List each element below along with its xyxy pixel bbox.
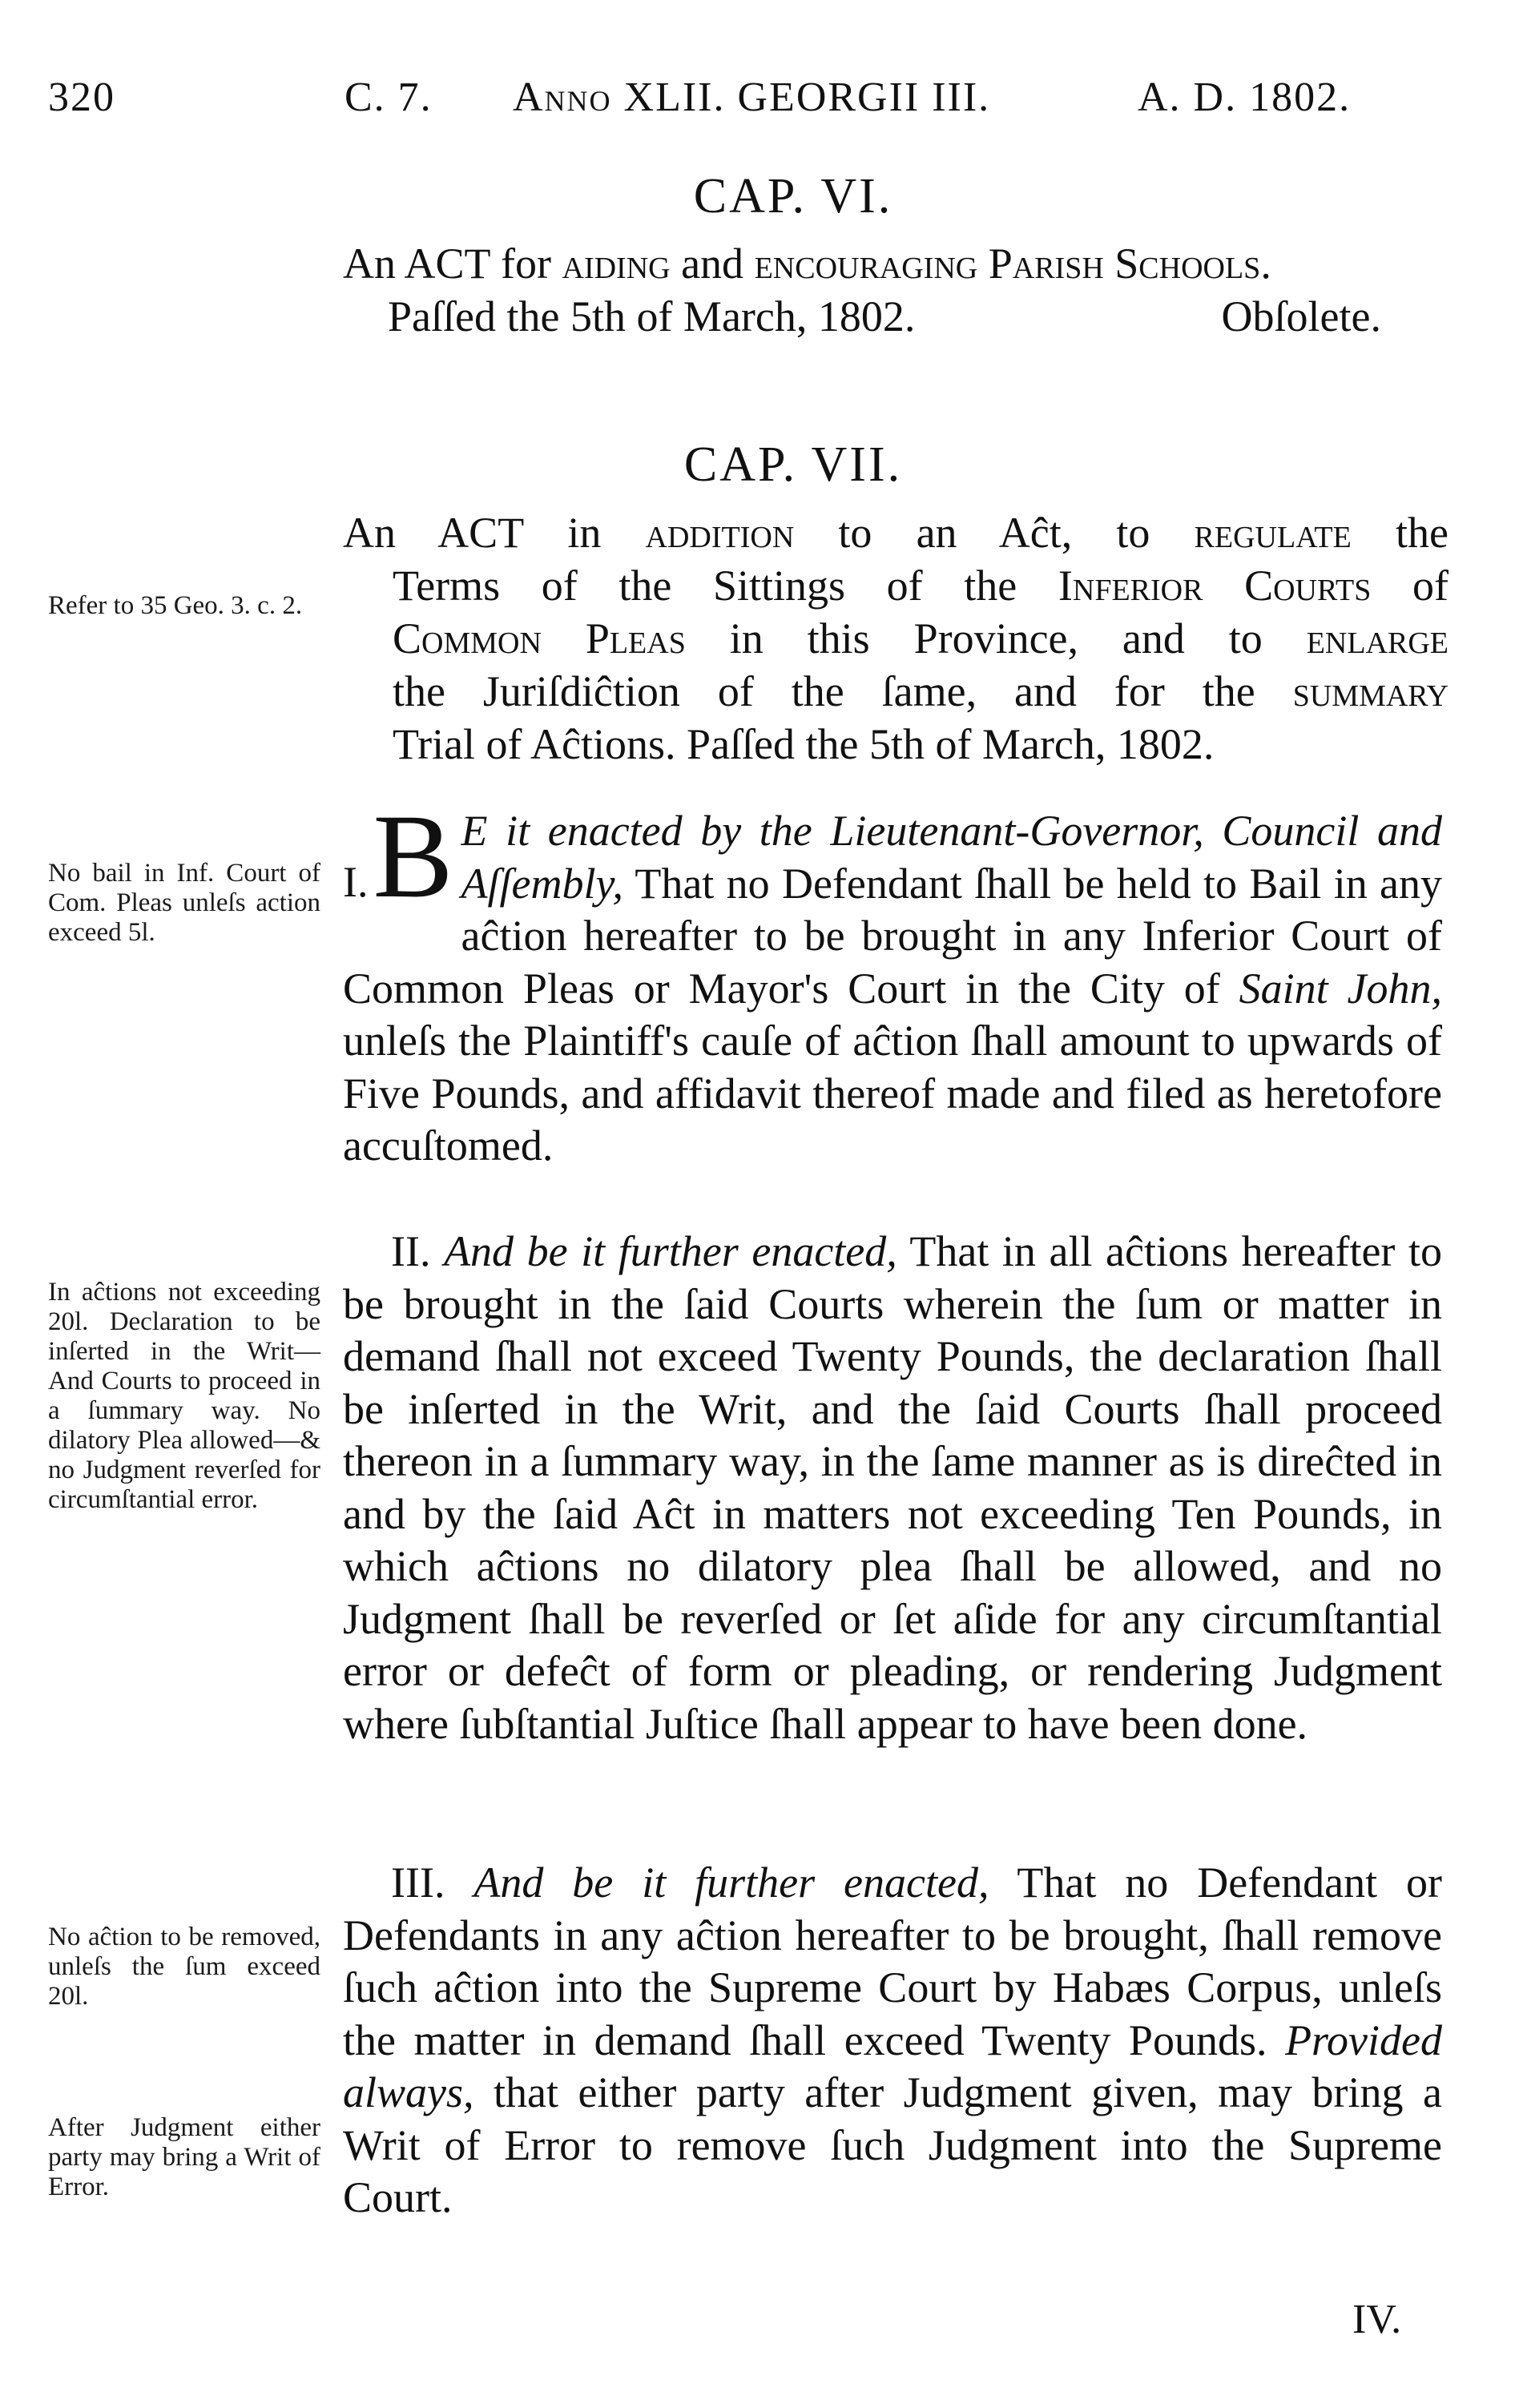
title-text: the — [1351, 509, 1448, 557]
title-text: Parish Schools. — [988, 240, 1271, 288]
drop-cap — [343, 790, 453, 930]
title-text: An ACT for — [343, 240, 562, 288]
year-label: A. D. 1802. — [1138, 74, 1352, 120]
title-line — [343, 612, 1448, 665]
drop-cap-letter: B — [373, 790, 453, 923]
title-text: in this Province, and to — [685, 614, 1307, 662]
title-text: regulate — [1194, 509, 1352, 557]
margin-note-refer: Refer to 35 Geo. 3. c. 2. — [48, 591, 303, 620]
title-line — [343, 506, 1448, 559]
page-number: 320 — [48, 74, 115, 120]
section-number: II. — [391, 1227, 431, 1275]
chapter-label: C. 7. — [344, 74, 433, 120]
enacting-clause: E it enacted by the Lieutenant-Governor, Council and Aſſembly, — [461, 807, 1442, 908]
cap6-act-title — [343, 237, 1448, 343]
cap6-title-line — [343, 237, 1448, 290]
title-text — [977, 240, 989, 288]
title-text: encouraging — [754, 240, 978, 288]
enacting-clause: And be it further enacted, — [444, 1227, 897, 1275]
section-text: That no Defendant or Defendants in any aĉtion hereafter to be brought, ſhall remove ſuch aĉtion into the Supreme Court by Habæs Corpus, unleſs the matter in demand ſhall exceed Twenty Pounds. — [343, 1858, 1443, 2064]
title-text: to an Aĉt, to — [794, 509, 1195, 557]
title-text: Inferior Courts — [1058, 562, 1372, 610]
title-text: Common Pleas — [393, 614, 686, 662]
margin-note-writ-of-error: After Judgment either party may bring a Writ of Error. — [48, 2113, 320, 2201]
reign-title: XLII. GEORGII III. — [623, 74, 991, 120]
title-text: enlarge — [1306, 614, 1449, 662]
title-text: and — [670, 240, 755, 288]
section-text: That no Defendant ſhall be held to Bail in any aĉtion hereafter to be brought in any Inferior Court of Common Pleas or Mayor's Court in the City of — [343, 859, 1442, 1013]
catchword: IV. — [1352, 2297, 1402, 2342]
regnal-title — [513, 74, 990, 121]
title-text: addition — [645, 509, 795, 557]
title-text: summary — [1292, 667, 1448, 715]
margin-note-removal: No aĉtion to be removed, unleſs the ſum exceed 20l. — [48, 1923, 320, 2011]
title-text: the Juriſdiĉtion of the ſame, and for the — [393, 667, 1293, 715]
place-name: Saint John, — [1239, 964, 1442, 1013]
proviso-clause: Provided always, — [343, 2015, 1442, 2116]
cap6-passed-line — [343, 290, 1381, 343]
section-text: That in all aĉtions hereafter to be brought in the ſaid Courts wherein the ſum or matter in demand ſhall not exceed Twenty Pounds, the declaration ſhall be inſerted in the Writ, and the ſaid Courts ſhall proceed thereon in a ſummary way, in the ſame manner as is direĉted in and by the ſaid Aĉt in matters not exceeding Ten Pounds, in which aĉtions no dilatory plea ſhall be allowed, and no Judgment ſhall be reverſed or ſet aſide for any circumſtantial error or defeĉt of form or pleading, or rendering Judgment where ſubſtantial Juſtice ſhall appear to have been done. — [343, 1227, 1442, 1748]
margin-note-declaration: In aĉtions not exceeding 20l. Declaration to be inſerted in the Writ— And Courts to proceed in a ſummary way. No dilatory Plea allowed—& no Judgment reverſed for circumſtantial error. — [48, 1278, 320, 1514]
anno-prefix: Anno — [513, 74, 612, 120]
cap6-heading: CAP. VI. — [693, 169, 893, 223]
title-line: Trial of Aĉtions. Paſſed the 5th of March, 1802. — [393, 720, 1215, 768]
section-text: unleſs the Plaintiff's cauſe of aĉtion ſhall amount to upwards of Five Pounds, and affidavit thereof made and filed as heretofore accuſtomed. — [343, 1017, 1442, 1170]
section-2 — [343, 1226, 1442, 1750]
section-text: that either party after Judgment given, may bring a Writ of Error to remove ſuch Judgment into the Supreme Court. — [343, 2068, 1442, 2221]
section-1 — [343, 790, 1442, 1173]
title-text: aiding — [562, 240, 671, 288]
section-number: I. — [343, 858, 369, 906]
margin-note-bail: No bail in Inf. Court of Com. Pleas unleſs action exceed 5l. — [48, 859, 320, 947]
enacting-clause: And be it further enacted, — [473, 1858, 989, 1907]
title-line — [343, 665, 1448, 718]
cap7-act-title — [343, 506, 1448, 771]
title-line — [343, 559, 1448, 612]
cap7-heading: CAP. VII. — [683, 437, 903, 492]
running-header — [48, 74, 1490, 130]
obsolete-status: Obſolete. — [1221, 292, 1381, 340]
section-3 — [343, 1857, 1442, 2225]
passed-date: Paſſed the 5th of March, 1802. — [388, 292, 916, 340]
title-text: Terms of the Sittings of the — [393, 562, 1058, 610]
section-number: III. — [391, 1858, 445, 1907]
title-text: of — [1371, 562, 1448, 610]
title-text: An ACT in — [343, 509, 646, 557]
